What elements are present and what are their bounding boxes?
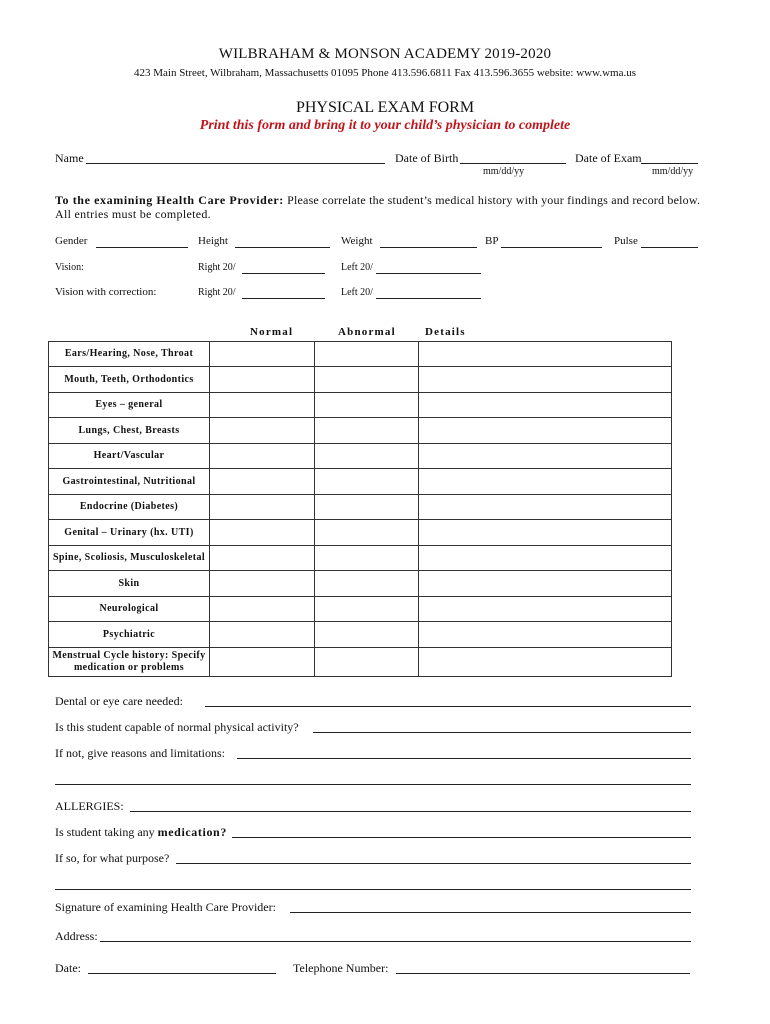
form-subtitle: Print this form and bring it to your child’s physician to complete <box>199 118 571 133</box>
allergies-label: ALLERGIES: <box>55 799 124 813</box>
abnormal-cell[interactable] <box>315 495 419 520</box>
dob-label: Date of Birth <box>395 151 459 165</box>
details-cell[interactable] <box>419 622 672 648</box>
dental-field[interactable] <box>205 706 691 707</box>
address-label: Address: <box>55 929 98 943</box>
vision-correction-right-label: Right 20/ <box>198 287 236 298</box>
address-field[interactable] <box>100 941 691 942</box>
vision-left-field[interactable] <box>376 273 481 274</box>
normal-cell[interactable] <box>210 469 315 495</box>
medication-label-bold: medication? <box>157 825 227 839</box>
exam-date-format-hint: mm/dd/yy <box>652 166 694 177</box>
normal-cell[interactable] <box>210 418 315 444</box>
row-label: Eyes – general <box>49 393 210 418</box>
purpose-label: If so, for what purpose? <box>55 851 170 865</box>
vision-label: Vision: <box>55 262 84 273</box>
date-field[interactable] <box>88 973 276 974</box>
medication-label <box>55 825 227 840</box>
row-label: Spine, Scoliosis, Musculoskeletal <box>49 546 210 571</box>
name-label: Name <box>55 151 84 165</box>
normal-cell[interactable] <box>210 342 315 367</box>
abnormal-cell[interactable] <box>315 546 419 571</box>
form-title: PHYSICAL EXAM FORM <box>295 99 475 116</box>
medication-label-text: Is student taking any <box>55 825 158 839</box>
abnormal-cell[interactable] <box>315 648 419 677</box>
school-title: WILBRAHAM & MONSON ACADEMY 2019-2020 <box>218 46 552 62</box>
row-label: Psychiatric <box>49 622 210 648</box>
row-label: Gastrointestinal, Nutritional <box>49 469 210 495</box>
instructions-text: Please correlate the student’s medical history with your findings and record below. <box>283 193 701 207</box>
abnormal-cell[interactable] <box>315 469 419 495</box>
pulse-label: Pulse <box>614 235 638 247</box>
instructions-line2: All entries must be completed. <box>55 207 211 221</box>
normal-cell[interactable] <box>210 520 315 546</box>
details-cell[interactable] <box>419 342 672 367</box>
vision-correction-left-field[interactable] <box>376 298 481 299</box>
exam-findings-table <box>48 341 672 677</box>
details-cell[interactable] <box>419 495 672 520</box>
vision-correction-right-field[interactable] <box>242 298 325 299</box>
weight-field[interactable] <box>380 247 477 248</box>
date-label: Date: <box>55 961 81 975</box>
column-header-details: Details <box>425 326 466 338</box>
details-cell[interactable] <box>419 418 672 444</box>
normal-cell[interactable] <box>210 571 315 597</box>
capable-field[interactable] <box>313 732 691 733</box>
capable-label: Is this student capable of normal physical activity? <box>55 720 299 734</box>
vision-correction-left-label: Left 20/ <box>341 287 373 298</box>
table-row <box>49 418 672 444</box>
name-field[interactable] <box>86 163 385 164</box>
table-row <box>49 367 672 393</box>
normal-cell[interactable] <box>210 393 315 418</box>
row-label: Menstrual Cycle history: Specify medication or problems <box>49 648 210 677</box>
details-cell[interactable] <box>419 367 672 393</box>
row-label: Skin <box>49 571 210 597</box>
column-header-normal: Normal <box>250 326 294 338</box>
table-row <box>49 571 672 597</box>
reasons-field-line2[interactable] <box>55 784 691 785</box>
details-cell[interactable] <box>419 393 672 418</box>
row-label: Heart/Vascular <box>49 444 210 469</box>
reasons-label: If not, give reasons and limitations: <box>55 746 225 760</box>
bp-label: BP <box>485 235 499 247</box>
signature-field[interactable] <box>290 912 691 913</box>
abnormal-cell[interactable] <box>315 342 419 367</box>
gender-label: Gender <box>55 235 88 247</box>
instructions <box>55 193 705 208</box>
column-header-abnormal: Abnormal <box>338 326 396 338</box>
row-label: Genital – Urinary (hx. UTI) <box>49 520 210 546</box>
table-row <box>49 469 672 495</box>
school-address: 423 Main Street, Wilbraham, Massachusetts 01095 Phone 413.596.6811 Fax 413.596.3655 website: www.wma.us <box>133 67 637 79</box>
purpose-field-line2[interactable] <box>55 889 691 890</box>
dental-label: Dental or eye care needed: <box>55 694 183 708</box>
height-label: Height <box>198 235 228 247</box>
details-cell[interactable] <box>419 546 672 571</box>
normal-cell[interactable] <box>210 622 315 648</box>
signature-label: Signature of examining Health Care Provider: <box>55 900 276 914</box>
table-row <box>49 520 672 546</box>
vision-right-label: Right 20/ <box>198 262 236 273</box>
vision-correction-label: Vision with correction: <box>55 286 157 298</box>
details-cell[interactable] <box>419 571 672 597</box>
table-row <box>49 444 672 469</box>
exam-date-label: Date of Exam <box>575 151 642 165</box>
pulse-field[interactable] <box>641 247 698 248</box>
table-row <box>49 546 672 571</box>
table-row <box>49 597 672 622</box>
abnormal-cell[interactable] <box>315 393 419 418</box>
reasons-field[interactable] <box>237 758 691 759</box>
abnormal-cell[interactable] <box>315 622 419 648</box>
abnormal-cell[interactable] <box>315 367 419 393</box>
height-field[interactable] <box>235 247 330 248</box>
purpose-field[interactable] <box>176 863 691 864</box>
abnormal-cell[interactable] <box>315 418 419 444</box>
row-label: Ears/Hearing, Nose, Throat <box>49 342 210 367</box>
normal-cell[interactable] <box>210 546 315 571</box>
gender-field[interactable] <box>96 247 188 248</box>
abnormal-cell[interactable] <box>315 520 419 546</box>
details-cell[interactable] <box>419 597 672 622</box>
normal-cell[interactable] <box>210 367 315 393</box>
abnormal-cell[interactable] <box>315 597 419 622</box>
table-row <box>49 622 672 648</box>
allergies-field[interactable] <box>130 811 691 812</box>
telephone-field[interactable] <box>396 973 690 974</box>
instructions-lead: To the examining Health Care Provider: <box>55 193 284 207</box>
normal-cell[interactable] <box>210 495 315 520</box>
table-row <box>49 393 672 418</box>
telephone-label: Telephone Number: <box>293 961 389 975</box>
normal-cell[interactable] <box>210 597 315 622</box>
bp-field[interactable] <box>501 247 602 248</box>
abnormal-cell[interactable] <box>315 571 419 597</box>
row-label: Mouth, Teeth, Orthodontics <box>49 367 210 393</box>
exam-date-field[interactable] <box>641 163 698 164</box>
row-label: Neurological <box>49 597 210 622</box>
row-label: Endocrine (Diabetes) <box>49 495 210 520</box>
row-label: Lungs, Chest, Breasts <box>49 418 210 444</box>
details-cell[interactable] <box>419 648 672 677</box>
details-cell[interactable] <box>419 469 672 495</box>
dob-field[interactable] <box>460 163 566 164</box>
details-cell[interactable] <box>419 520 672 546</box>
weight-label: Weight <box>341 235 373 247</box>
vision-right-field[interactable] <box>242 273 325 274</box>
normal-cell[interactable] <box>210 444 315 469</box>
vision-left-label: Left 20/ <box>341 262 373 273</box>
table-row <box>49 648 672 677</box>
dob-format-hint: mm/dd/yy <box>483 166 525 177</box>
table-row <box>49 495 672 520</box>
details-cell[interactable] <box>419 444 672 469</box>
abnormal-cell[interactable] <box>315 444 419 469</box>
medication-field[interactable] <box>232 837 691 838</box>
table-row <box>49 342 672 367</box>
normal-cell[interactable] <box>210 648 315 677</box>
